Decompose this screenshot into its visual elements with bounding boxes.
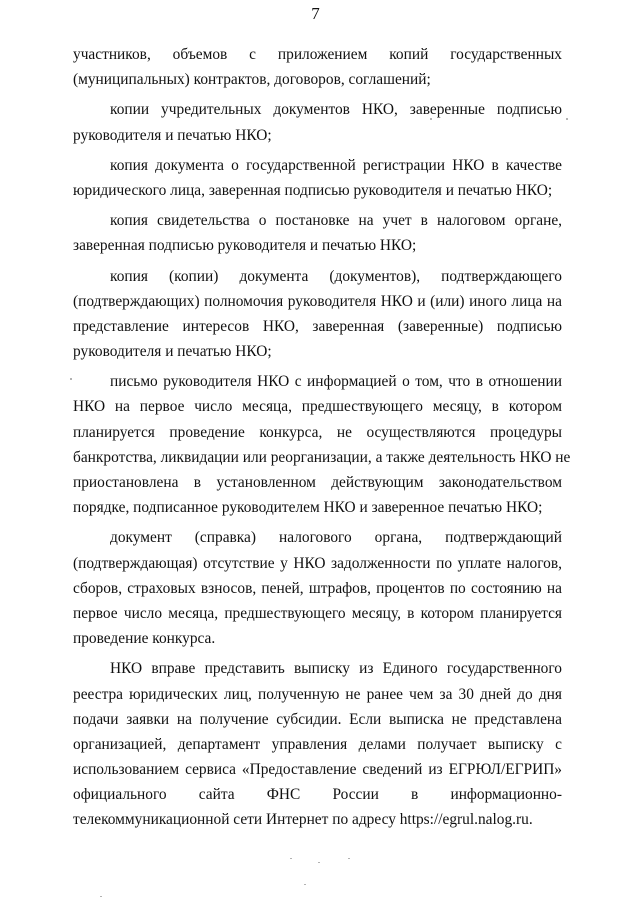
text-line: планируется проведение конкурса, не осуществляются процедуры — [73, 423, 562, 441]
text-line: банкротства, ликвидации или реорганизации, а также деятельность НКО не — [73, 448, 571, 466]
paragraph-tax-certificate — [73, 208, 562, 258]
text-line: участников, объемов с приложением копий государственных — [73, 46, 562, 63]
text-line: телекоммуникационной сети Интернет по адресу https://egrul.nalog.ru. — [73, 811, 533, 829]
text-line: копия (копии) документа (документов), подтверждающего — [110, 267, 562, 285]
paragraph-egrul-extract — [73, 656, 562, 832]
text-line: официального сайта ФНС России в информационно- — [73, 786, 562, 804]
text-line: (муниципальных) контрактов, договоров, соглашений; — [73, 71, 431, 89]
text-line: письмо руководителя НКО с информацией о том, что в отношении — [110, 373, 562, 391]
text-line: (подтверждающая) отсутствие у НКО задолженности по уплате налогов, — [73, 554, 562, 572]
text-line: юридического лица, заверенная подписью руководителя и печатью НКО; — [73, 181, 553, 199]
scan-speck — [70, 378, 72, 380]
text-line: НКО на первое число месяца, предшествующего месяцу, в котором — [73, 398, 562, 416]
text-line: НКО вправе представить выписку из Единого государственного — [110, 660, 562, 678]
text-line: копия документа о государственной регистрации НКО в качестве — [110, 156, 562, 174]
text-line: заверенная подписью руководителя и печатью НКО; — [73, 237, 417, 255]
text-line: руководителя и печатью НКО; — [73, 126, 272, 144]
paragraph-head-letter — [73, 369, 571, 520]
paragraph-tax-reference — [73, 525, 562, 651]
text-line: использованием сервиса «Предоставление сведений из ЕГРЮЛ/ЕГРИП» — [73, 761, 562, 779]
text-line: приостановлена в установленном действующим законодательством — [73, 474, 562, 491]
scan-speck — [566, 118, 568, 120]
text-line: проведение конкурса. — [73, 630, 216, 648]
text-line: копия свидетельства о постановке на учет в налоговом органе, — [110, 212, 562, 230]
text-line: представление интересов НКО, заверенная (заверенные) подписью — [73, 317, 562, 335]
paragraph-charter-docs — [73, 97, 562, 147]
text-line: копии учредительных документов НКО, заверенные подписью — [110, 101, 562, 119]
text-line: сборов, страховых взносов, пеней, штрафов, процентов по состоянию на — [73, 579, 562, 597]
paragraph-continuation — [73, 42, 562, 92]
paragraph-authority-docs — [73, 264, 562, 365]
page-number: 7 — [311, 4, 320, 23]
paragraph-registration-doc — [73, 153, 562, 203]
document-body — [73, 42, 571, 833]
scan-speck — [318, 862, 320, 863]
text-line: первое число месяца, предшествующего месяцу, в котором планируется — [73, 604, 562, 622]
text-line: подачи заявки на получение субсидии. Если выписка не представлена — [73, 710, 562, 728]
text-line: организацией, департамент управления делами получает выписку с — [73, 735, 562, 753]
scan-speck — [290, 858, 292, 859]
scan-speck — [100, 896, 102, 897]
scan-speck — [348, 858, 350, 859]
scan-speck — [430, 118, 432, 120]
text-line: (подтверждающих) полномочия руководителя НКО и (или) иного лица на — [73, 292, 562, 310]
text-line: реестра юридических лиц, полученную не ранее чем за 30 дней до дня — [73, 685, 562, 703]
text-line: руководителя и печатью НКО; — [73, 343, 272, 361]
text-line: порядке, подписанное руководителем НКО и заверенное печатью НКО; — [73, 499, 543, 517]
scan-speck — [304, 884, 306, 885]
text-line: документ (справка) налогового органа, подтверждающий — [110, 529, 562, 547]
